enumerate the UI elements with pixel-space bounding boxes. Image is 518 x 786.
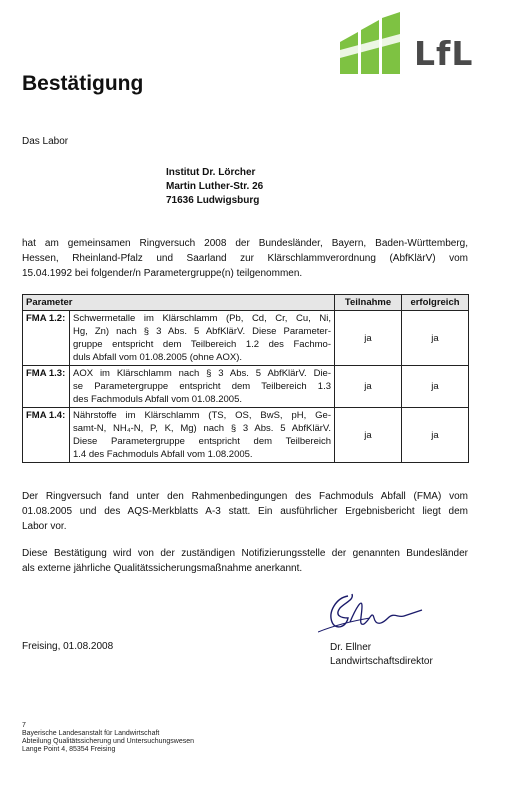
row-success: ja <box>402 366 469 408</box>
row-participation: ja <box>335 408 402 463</box>
page-number: 7 <box>22 722 26 729</box>
intro-line: 15.04.1992 bei folgender/n Parametergruppe(n) teilgenommen. <box>22 268 303 279</box>
row-description <box>70 366 335 408</box>
recipient-address <box>166 166 263 208</box>
description-line: AOX im Klärschlamm nach § 3 Abs. 5 AbfKlärV. Die- <box>73 368 331 379</box>
row-description <box>70 311 335 366</box>
row-description <box>70 408 335 463</box>
paragraph-line: Labor vor. <box>22 521 67 532</box>
description-line: se Parametergruppe entspricht dem Teilbereich 1.3 <box>73 381 331 392</box>
footer-line: Bayerische Landesanstalt für Landwirtschaft <box>22 730 160 737</box>
signer-title: Landwirtschaftsdirektor <box>330 656 433 667</box>
paragraph-line: 01.08.2005 und des AQS-Merkblatts A-3 statt. Ein ausführlicher Ergebnisbericht liegt dem <box>22 506 468 517</box>
header-success: erfolgreich <box>402 295 469 311</box>
signature <box>318 588 428 640</box>
conditions-paragraph <box>22 489 468 534</box>
footer <box>22 722 194 754</box>
row-code: FMA 1.2: <box>23 311 70 366</box>
table-row <box>23 311 469 366</box>
header-parameter: Parameter <box>23 295 335 311</box>
row-success: ja <box>402 311 469 366</box>
lfl-leaf-icon <box>338 12 410 78</box>
intro-line: hat am gemeinsamen Ringversuch 2008 der Bundesländer, Bayern, Baden-Württemberg, <box>22 238 468 249</box>
signer-name: Dr. Ellner <box>330 642 372 653</box>
description-line: samt-N, NH₄-N, P, K, Mg) nach § 3 Abs. 5 AbfKlärV. <box>73 423 331 434</box>
salutation: Das Labor <box>22 136 69 147</box>
row-code: FMA 1.3: <box>23 366 70 408</box>
place-date: Freising, 01.08.2008 <box>22 641 114 652</box>
recipient-street: Martin Luther-Str. 26 <box>166 181 264 192</box>
row-participation: ja <box>335 366 402 408</box>
table-row <box>23 408 469 463</box>
paragraph-line: Der Ringversuch fand unter den Rahmenbedingungen des Fachmoduls Abfall (FMA) vom <box>22 491 468 502</box>
description-line: des Fachmoduls Abfall vom 01.08.2005. <box>73 394 242 405</box>
footer-line: Abteilung Qualitätssicherung und Untersuchungswesen <box>22 738 194 745</box>
recognition-paragraph <box>22 546 468 576</box>
row-code: FMA 1.4: <box>23 408 70 463</box>
paragraph-line: Diese Bestätigung wird von der zuständigen Notifizierungsstelle der genannten Bundesländer <box>22 548 468 559</box>
description-line: Schwermetalle im Klärschlamm (Pb, Cd, Cr, Cu, Ni, <box>73 313 331 324</box>
page-title: Bestätigung <box>22 72 144 95</box>
description-line: duls Abfall vom 01.08.2005 (ohne AOX). <box>73 352 242 363</box>
table-row <box>23 366 469 408</box>
description-line: 1.4 des Fachmoduls Abfall vom 1.08.2005. <box>73 449 253 460</box>
table-header-row <box>23 295 469 311</box>
recipient-city: 71636 Ludwigsburg <box>166 195 260 206</box>
logo-text: LfL <box>414 34 474 73</box>
intro-paragraph <box>22 236 468 281</box>
row-participation: ja <box>335 311 402 366</box>
description-line: Hg, Zn) nach § 3 Abs. 5 AbfKlärV. Diese Parameter- <box>73 326 331 337</box>
lfl-logo <box>338 12 472 78</box>
row-success: ja <box>402 408 469 463</box>
footer-line: Lange Point 4, 85354 Freising <box>22 746 116 753</box>
intro-line: Hessen, Rheinland-Pfalz und Saarland zur Klärschlammverordnung (AbfKlärV) vom <box>22 253 468 264</box>
recipient-name: Institut Dr. Lörcher <box>166 167 256 178</box>
header-participation: Teilnahme <box>335 295 402 311</box>
parameter-table <box>22 294 469 463</box>
paragraph-line: als externe jährliche Qualitätssicherungsmaßnahme anerkannt. <box>22 563 303 574</box>
description-line: gruppe entspricht dem Teilbereich 1.2 des Fachmo- <box>73 339 331 350</box>
signer-block <box>330 641 433 669</box>
description-line: Diese Parametergruppe entspricht dem Teilbereich <box>73 436 331 447</box>
description-line: Nährstoffe im Klärschlamm (TS, OS, BwS, pH, Ge- <box>73 410 331 421</box>
